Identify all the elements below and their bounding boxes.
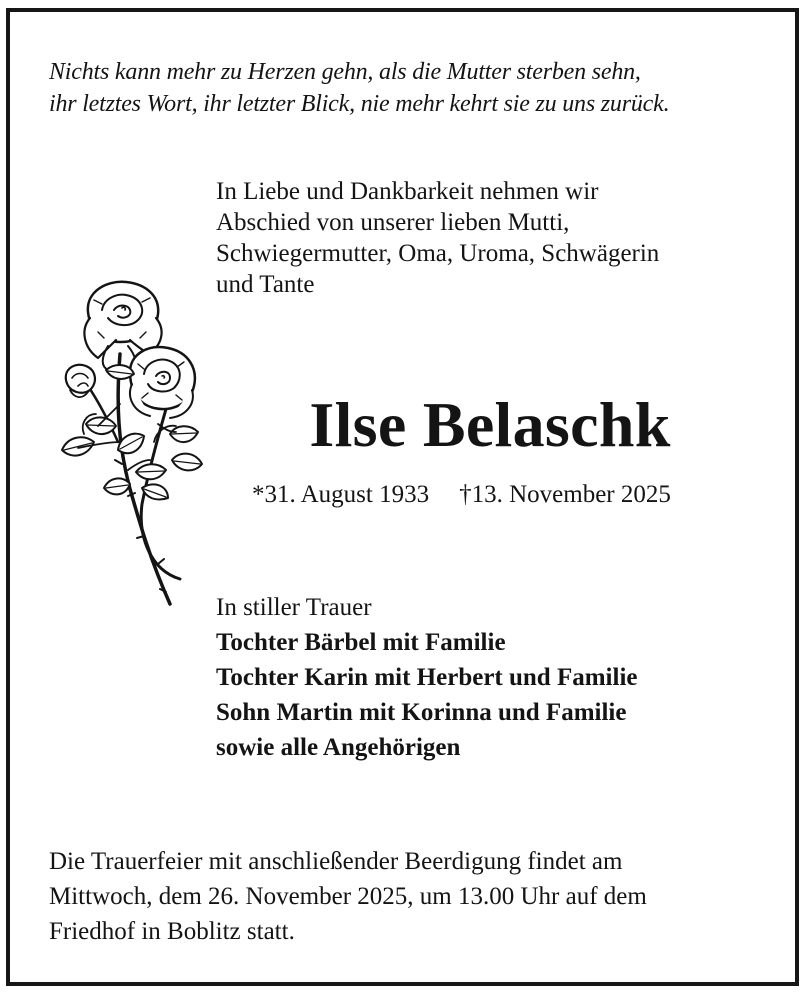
service-line: Mittwoch, dem 26. November 2025, um 13.00 Uhr auf dem xyxy=(49,883,647,910)
intro-line: und Tante xyxy=(216,271,315,298)
death-date: †13. November 2025 xyxy=(459,481,671,508)
mourner-entry: Tochter Karin mit Herbert und Familie xyxy=(216,664,638,691)
mourning-heading: In stiller Trauer xyxy=(216,594,372,621)
mourners-section xyxy=(216,592,776,765)
intro-line: Schwiegermutter, Oma, Uroma, Schwägerin xyxy=(216,240,660,267)
birth-date: *31. August 1933 xyxy=(252,481,430,508)
motto-line: ihr letztes Wort, ihr letzter Blick, nie mehr kehrt sie zu uns zurück. xyxy=(49,91,670,117)
rose-illustration-icon xyxy=(58,274,218,614)
motto-line: Nichts kann mehr zu Herzen gehn, als die Mutter sterben sehn, xyxy=(49,59,641,85)
mourner-entry: Tochter Bärbel mit Familie xyxy=(216,629,506,656)
intro-line: In Liebe und Dankbarkeit nehmen wir xyxy=(216,178,599,205)
mourner-entry: Sohn Martin mit Korinna und Familie xyxy=(216,699,627,726)
service-line: Friedhof in Boblitz statt. xyxy=(49,918,295,945)
life-dates xyxy=(252,479,752,511)
service-line: Die Trauerfeier mit anschließender Beerdigung findet am xyxy=(49,848,623,875)
funeral-service-info xyxy=(49,844,769,949)
deceased-name: Ilse Belaschk xyxy=(309,389,671,460)
mourner-entry: sowie alle Angehörigen xyxy=(216,734,461,761)
intro-text xyxy=(216,176,756,300)
intro-line: Abschied von unserer lieben Mutti, xyxy=(216,209,570,236)
motto-verse xyxy=(49,56,769,120)
